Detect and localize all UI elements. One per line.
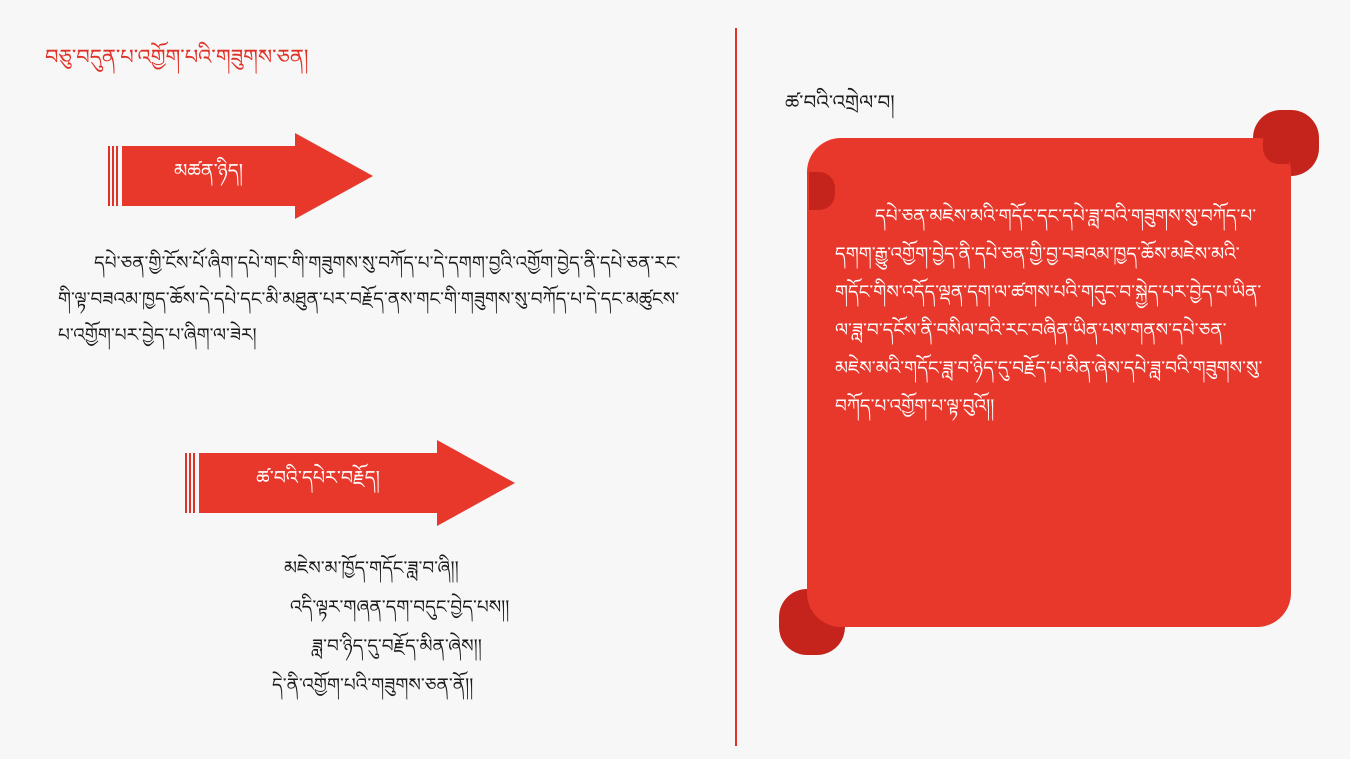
commentary-paragraph: [835, 198, 1265, 426]
arrow-stripes-icon: [108, 146, 120, 206]
arrow-banner-example[interactable]: [185, 440, 515, 526]
arrow-label-example: ཚ་བའི་དཔེར་བརྗོད།: [256, 467, 380, 489]
arrow-head-icon: [437, 440, 515, 526]
definition-paragraph-text: དཔེ་ཅན་གྱི་ངོས་པོ་ཞིག་དཔེ་གང་གི་གཟུགས་སུ་བཀོད་པ་དེ་དགག་བྱའི་འགྱོག་བྱེད་ནི་དཔེ་ཅན་རང་གི་ལྟ་བཟའམ་ཁྱད་ཆོས་དེ་དཔེ་དང་མི་མཐུན་པར་བརྗོད་ནས་གང་གི་གཟུགས་སུ་བཀོད་པ་དེ་དང་མཚུངས་པ་འགྱོག་པར་བྱེད་པ་ཞིག་ལ་ཟེར།: [58, 253, 681, 347]
scroll-banner: [779, 110, 1319, 655]
verse-line-4: དེ་ནི་འགྱོག་པའི་གཟུགས་ཅན་ནོ།།: [272, 674, 474, 696]
commentary-title: ཚ་བའི་འགྲེལ་བ།: [785, 90, 895, 114]
commentary-paragraph-text: དཔེ་ཅན་མཇེས་མའི་གདོང་དང་དཔེ་ཟླ་བའི་གཟུགས་སུ་བཀོད་པ་དགག་རྒྱུ་འགྱོག་བྱེད་ནི་དཔེ་ཅན་གྱི་བྱ་བཟའམ་ཁྱད་ཆོས་མཇེས་མའི་གདོང་གིས་འདོད་ལྡན་དག་ལ་ཚགས་པའི་གདུང་བ་སྐྱེད་པར་བྱེད་པ་ཡིན་ལ་ཟླ་བ་དངོས་ནི་བསིལ་བའི་རང་བཞིན་ཡིན་པས་གནས་དཔེ་ཅན་མཇེས་མའི་གདོང་ཟླ་བ་ཉིད་དུ་བརྗོད་པ་མིན་ཞེས་དཔེ་ཟླ་བའི་གཟུགས་སུ་བཀོད་པ་འགྱོག་པ་ལྟ་བུའོ།།: [835, 206, 1263, 417]
verse-line-1: མཇེས་མ་ཁྱོད་གདོང་ཟླ་བ་ཞི།།: [284, 558, 459, 579]
arrow-head-icon: [295, 133, 373, 219]
definition-paragraph: [58, 246, 694, 354]
arrow-stripes-icon: [185, 453, 197, 513]
verse-line-3: ཟླ་བ་ཉིད་དུ་བརྗོད་མིན་ཞེས།།: [312, 635, 482, 657]
arrow-label-definition: མཚན་ཉིད།: [174, 160, 243, 182]
scroll-notch-right-icon: [1263, 126, 1289, 164]
verse-block: [260, 550, 680, 705]
arrow-banner-definition[interactable]: [108, 133, 373, 219]
scroll-notch-left-icon: [809, 172, 835, 210]
verse-line-2: འདི་ལྟར་གཞན་དག་བདུང་བྱེད་པས།།: [290, 596, 510, 618]
right-column: [737, 0, 1350, 759]
page-title: བཅུ་བདུན་པ་འགྱོག་པའི་གཟུགས་ཅན།: [45, 45, 309, 69]
